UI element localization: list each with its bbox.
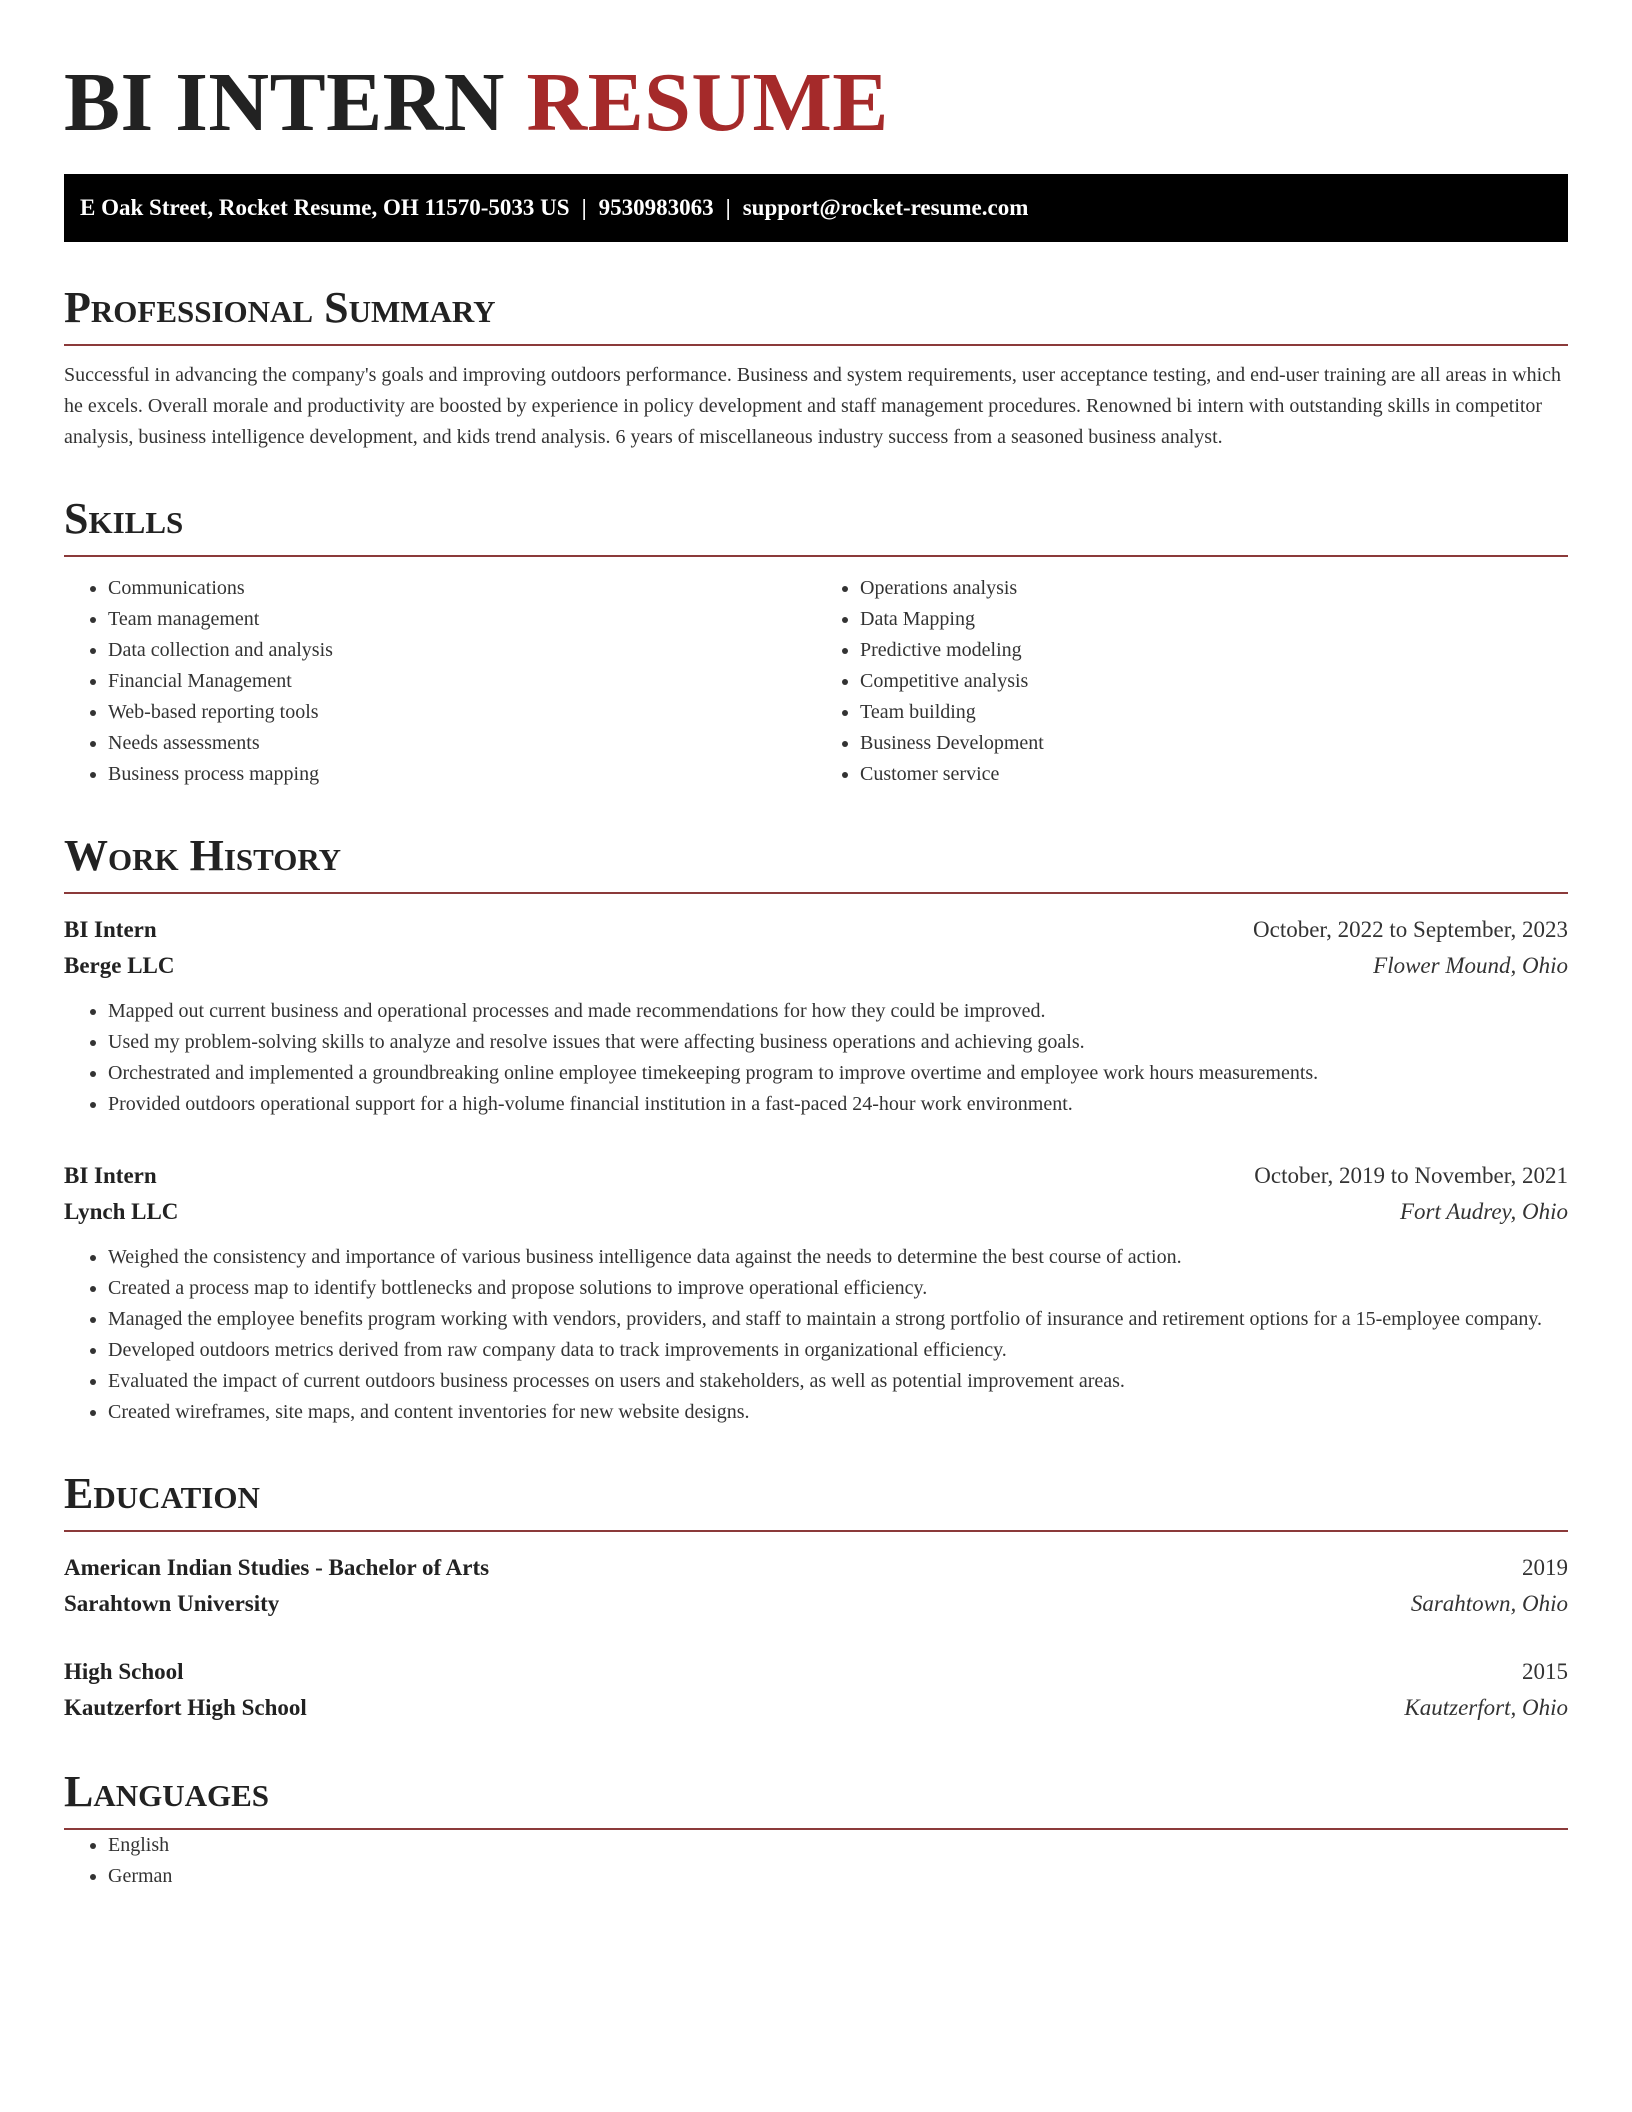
skill-item: • Predictive modeling (860, 635, 1568, 666)
job-location: Flower Mound, Ohio (1373, 953, 1568, 978)
summary-heading: Professional Summary (64, 283, 496, 332)
education-school-row (64, 1690, 1568, 1726)
work-history-section (64, 828, 1568, 1428)
job-bullet: • Managed the employee benefits program working with vendors, providers, and staff to maintain a strong portfolio of insurance and retirement options for a 15-employee company. (108, 1304, 1568, 1335)
job-company-row (64, 948, 1568, 984)
education-degree: American Indian Studies - Bachelor of Arts (64, 1555, 490, 1580)
skills-section (64, 491, 1568, 790)
title-accent: RESUME (526, 56, 889, 149)
title-plain: BI INTERN (64, 56, 505, 149)
job-header-row (64, 1158, 1568, 1194)
education-entry (64, 1654, 1568, 1726)
languages-heading: Languages (64, 1767, 270, 1816)
job-bullet: • Weighed the consistency and importance of various business intelligence data against the needs to determine the best course of action. (108, 1242, 1568, 1273)
languages-list (64, 1830, 1568, 1892)
education-section (64, 1466, 1568, 1726)
skill-item: • Customer service (860, 759, 1568, 790)
education-heading: Education (64, 1469, 260, 1518)
skills-list-right (816, 573, 1568, 790)
education-school: Sarahtown University (64, 1591, 280, 1616)
job-bullets (64, 1242, 1568, 1428)
job-bullet: • Evaluated the impact of current outdoors business processes on users and stakeholders, as well as potential improvement areas. (108, 1366, 1568, 1397)
contact-email: support@rocket-resume.com (742, 195, 1029, 220)
education-degree: High School (64, 1659, 184, 1684)
job-entry (64, 912, 1568, 1120)
language-item: • English (108, 1830, 1568, 1861)
job-dates: October, 2019 to November, 2021 (1254, 1163, 1568, 1188)
job-bullet: • Provided outdoors operational support for a high-volume financial institution in a fast-paced 24-hour work environment. (108, 1089, 1568, 1120)
language-item: • German (108, 1861, 1568, 1892)
section-divider (64, 344, 1568, 346)
work-history-heading: Work History (64, 831, 342, 880)
skill-item: • Team management (108, 604, 816, 635)
skill-item: • Competitive analysis (860, 666, 1568, 697)
job-entry (64, 1158, 1568, 1428)
education-school-row (64, 1586, 1568, 1622)
contact-address: E Oak Street, Rocket Resume, OH 11570-5033 US (80, 195, 570, 220)
skill-item: • Communications (108, 573, 816, 604)
education-entry (64, 1550, 1568, 1622)
skill-item: • Business Development (860, 728, 1568, 759)
skill-item: • Data collection and analysis (108, 635, 816, 666)
job-company: Lynch LLC (64, 1199, 179, 1224)
job-bullet: • Created wireframes, site maps, and content inventories for new website designs. (108, 1397, 1568, 1428)
education-year: 2019 (1522, 1555, 1568, 1580)
skill-item: • Web-based reporting tools (108, 697, 816, 728)
contact-phone: 9530983063 (598, 195, 714, 220)
job-bullet: • Developed outdoors metrics derived from raw company data to track improvements in organizational efficiency. (108, 1335, 1568, 1366)
resume-content (64, 48, 1568, 1892)
job-company: Berge LLC (64, 953, 175, 978)
education-degree-row (64, 1550, 1568, 1586)
skill-item: • Data Mapping (860, 604, 1568, 635)
languages-section (64, 1764, 1568, 1892)
job-bullet: • Created a process map to identify bottlenecks and propose solutions to improve operational efficiency. (108, 1273, 1568, 1304)
skill-item: • Operations analysis (860, 573, 1568, 604)
summary-text: Successful in advancing the company's goals and improving outdoors performance. Business and system requirements, user acceptance testing, and end-user training are all areas in which he excels. Overall morale and productivity are boosted by experience in policy development and staff management procedures. Renowned bi intern with outstanding skills in competitor analysis, business intelligence development, and kids trend analysis. 6 years of miscellaneous industry success from a seasoned business analyst. (64, 364, 1562, 448)
skills-columns (64, 573, 1568, 790)
job-bullet: • Used my problem-solving skills to analyze and resolve issues that were affecting business operations and achieving goals. (108, 1027, 1568, 1058)
education-degree-row (64, 1654, 1568, 1690)
section-divider (64, 1530, 1568, 1532)
education-location: Kautzerfort, Ohio (1404, 1695, 1568, 1720)
section-divider (64, 892, 1568, 894)
summary-section (64, 280, 1568, 453)
job-bullets (64, 996, 1568, 1120)
education-school: Kautzerfort High School (64, 1695, 307, 1720)
skills-list-left (64, 573, 816, 790)
job-header-row (64, 912, 1568, 948)
resume-title (64, 48, 1568, 158)
contact-separator: | (725, 195, 731, 220)
job-location: Fort Audrey, Ohio (1399, 1199, 1568, 1224)
job-dates: October, 2022 to September, 2023 (1253, 917, 1568, 942)
job-bullet: • Mapped out current business and operational processes and made recommendations for how they could be improved. (108, 996, 1568, 1027)
education-year: 2015 (1522, 1659, 1568, 1684)
skill-item: • Business process mapping (108, 759, 816, 790)
section-divider (64, 555, 1568, 557)
skill-item: • Needs assessments (108, 728, 816, 759)
job-bullet: • Orchestrated and implemented a groundbreaking online employee timekeeping program to improve overtime and employee work hours measurements. (108, 1058, 1568, 1089)
contact-separator: | (581, 195, 587, 220)
skills-heading: Skills (64, 494, 184, 543)
job-title: BI Intern (64, 1163, 157, 1188)
contact-bar (64, 174, 1568, 242)
job-company-row (64, 1194, 1568, 1230)
skill-item: • Team building (860, 697, 1568, 728)
skill-item: • Financial Management (108, 666, 816, 697)
job-title: BI Intern (64, 917, 157, 942)
education-location: Sarahtown, Ohio (1410, 1591, 1568, 1616)
